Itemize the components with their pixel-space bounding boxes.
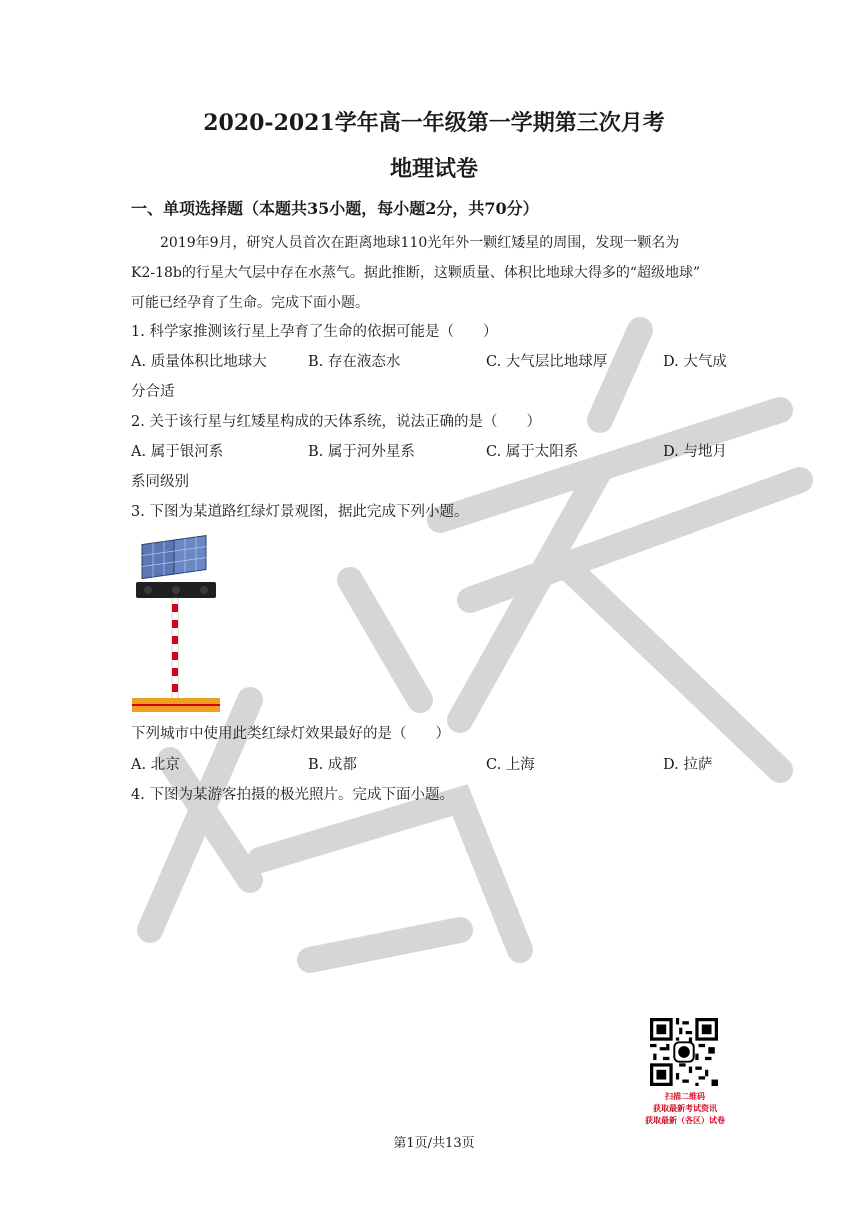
question-3-option-a: A. 北京 [131, 757, 180, 773]
question-2-option-d: D. 与地月 [663, 444, 727, 460]
qr-caption-line-2: 获取最新考试资讯 [653, 1104, 717, 1113]
question-4-stem: 4. 下图为某游客拍摄的极光照片。完成下面小题。 [131, 787, 454, 803]
exam-subject: 地理试卷 [389, 156, 478, 182]
question-3-option-b: B. 成都 [308, 757, 357, 773]
question-1-option-a: A. 质量体积比地球大 [131, 354, 267, 370]
question-3-sub-stem: 下列城市中使用此类红绿灯效果最好的是（ ） [131, 726, 450, 742]
qr-code-icon[interactable] [650, 1018, 718, 1086]
intro-line-2: K2-18b的行星大气层中存在水蒸气。据此推断，这颗质量、体积比地球大得多的“超级地球” [131, 265, 701, 281]
question-2-stem: 2. 关于该行星与红矮星构成的天体系统，说法正确的是（ ） [131, 414, 541, 430]
qr-caption-line-1: 扫描二维码 [665, 1092, 705, 1101]
question-1-option-d: D. 大气成 [663, 354, 727, 370]
question-2-option-c: C. 属于太阳系 [486, 444, 579, 460]
solar-traffic-light-image [132, 532, 222, 712]
exam-title: 2020-2021学年高一年级第一学期第三次月考 [203, 110, 665, 136]
question-3-option-d: D. 拉萨 [663, 757, 713, 773]
qr-caption-line-3: 获取最新（各区）试卷 [645, 1116, 725, 1125]
intro-line-3: 可能已经孕育了生命。完成下面小题。 [131, 295, 369, 311]
section-heading: 一、单项选择题（本题共35小题，每小题2分，共70分） [131, 199, 539, 218]
question-2-option-d-wrap: 系同级别 [131, 474, 189, 490]
question-3-stem: 3. 下图为某道路红绿灯景观图，据此完成下列小题。 [131, 504, 469, 520]
question-1-stem: 1. 科学家推测该行星上孕育了生命的依据可能是（ ） [131, 324, 498, 340]
question-2-option-a: A. 属于银河系 [131, 444, 224, 460]
question-2-option-b: B. 属于河外星系 [308, 444, 415, 460]
page-number: 第1页/共13页 [393, 1136, 475, 1151]
question-1-option-c: C. 大气层比地球厚 [486, 354, 608, 370]
question-3-option-c: C. 上海 [486, 757, 535, 773]
intro-line-1: 2019年9月，研究人员首次在距离地球110光年外一颗红矮星的周围，发现一颗名为 [160, 235, 680, 251]
question-1-option-b: B. 存在液态水 [308, 354, 401, 370]
question-1-option-d-wrap: 分合适 [131, 384, 175, 400]
